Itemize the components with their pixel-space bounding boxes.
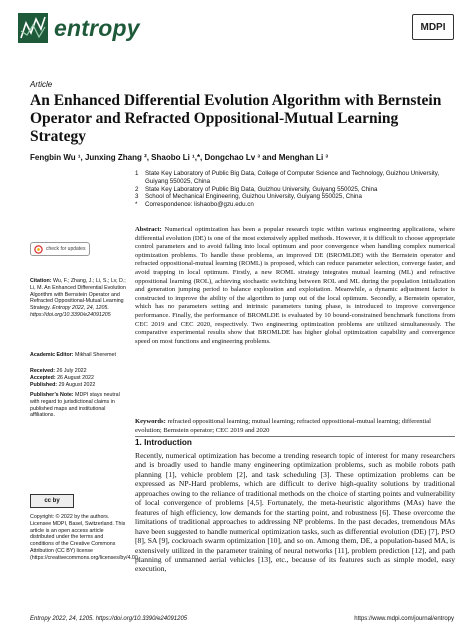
date-accepted: Accepted: 26 August 2022 — [30, 374, 94, 381]
dates-block — [30, 368, 126, 388]
paper-title: An Enhanced Differential Evolution Algorithm with Bernstein Operator and Refracted Oppositional-Mutual Learning Strategy — [30, 92, 442, 145]
academic-editor: Academic Editor: Mikhail Sheremet — [30, 352, 116, 358]
journal-name: entropy — [54, 14, 140, 41]
abstract — [135, 226, 455, 346]
citation-doi[interactable]: Entropy 2022, 24, 1205. https://doi.org/10.3390/e24091205 — [30, 305, 111, 318]
date-received: Received: 26 July 2022 — [30, 368, 87, 374]
copyright-notice: Copyright: © 2022 by the authors. Licensee MDPI, Basel, Switzerland. This article is an open access article distributed under the terms and conditions of the Creative Commons Attribution (CC BY) license (https://creativecommons.org/licenses/by/4.0/). — [30, 514, 140, 561]
keywords — [135, 418, 455, 435]
affiliation-item: 2 State Key Laboratory of Public Big Data, Guizhou University, Guiyang 550025, China — [135, 185, 378, 193]
entropy-logo-icon — [18, 13, 48, 43]
abstract-text: Numerical optimization has been a popular research topic within various engineering applications, where differential evolution (DE) is one of the most extensively applied methods. However, it is difficult to choose appropriate control parameters and to avoid falling into local optimum and poor convergence when handling complex numerical optimization problems. To handle these problems, an improved DE (BROMLDE) with the Bernstein operator and refracted oppositional-mutual learning (ROML) is proposed, which can reduce parameter selection, converge faster, and avoid trapping in local optimum. Firstly, a new ROML strategy integrates mutual learning (ML) and refractive oppositional learning (ROL), achieving stochastic switching between ROL and ML during the population initialization and generation jumping period to balance exploration and exploitation. Meanwhile, a dynamic adjustment factor is constructed to improve the ability of the algorithm to jump out of the local optimum. Secondly, a Bernstein operator, which has no parameters setting and intrinsic parameters tuning phase, is introduced to improve convergence performance. Finally, the performance of BROMLDE is evaluated by 10 bound-constrained benchmark functions from CEC 2019 and CEC 2020, respectively. Two engineering optimization problems are utilized simultaneously. The comparative experimental results show that BROMLDE has higher global optimization capability and convergence speed on most functions and engineering problems. — [135, 226, 455, 345]
citation-block — [30, 278, 126, 319]
check-updates-button[interactable]: check for updates — [30, 242, 90, 256]
date-published: Published: 29 August 2022 — [30, 381, 96, 388]
divider — [135, 436, 455, 437]
keywords-label: Keywords: — [135, 418, 166, 425]
author-list: Fengbin Wu ¹, Junxing Zhang ², Shaobo Li ¹,*, Dongchao Lv ³ and Menghan Li ³ — [30, 153, 329, 162]
article-type: Article — [30, 80, 53, 89]
mdpi-logo-icon — [412, 14, 454, 40]
publisher-note: Publisher’s Note: MDPI stays neutral with regard to jurisdictional claims in published maps and institutional affiliations. — [30, 392, 120, 419]
introduction-text: Recently, numerical optimization has become a trending research topic of interest for many researchers and is broadly used to handle many engineering optimization problems, such as mobile robots path planning [1], vehicle problem [2], and task scheduling [3]. These optimization problems can be expressed as NP-Hard problems, which are difficult to derive high-quality solutions by traditional approaches owing to the reliance of traditional methods on the choice of starting points and vulnerability of local convergence of problems [4,5]. Fortunately, the meta-heuristic algorithms (MAs) have the features of high efficiency, low demands for the starting point, and robustness [6]. These overcome the limitations of traditional approaches to addressing NP problems. In the past decades, tremendous MAs have been suggested to handle numerical optimization tasks, such as differential evolution (DE) [7], PSO [8], SA [9], cockroach swarm optimization [10], and so on. Among them, DE, a population-based MA, is extensively utilized in the parameter training of neural networks [11], problem prediction [12], and path planning of unmanned aerial vehicles [13], etc., because of its features such as simple model, easy execution, — [135, 451, 455, 574]
affiliation-item: 1 State Key Laboratory of Public Big Data, College of Computer Science and Technology, Guizhou University, Guiyang 550025, China — [135, 170, 440, 185]
publisher-logo[interactable] — [412, 14, 454, 40]
footer-url[interactable]: https://www.mdpi.com/journal/entropy — [354, 616, 454, 622]
section-heading: 1. Introduction — [135, 438, 192, 447]
publisher-name: MDPI — [420, 21, 446, 33]
abstract-label: Abstract: — [135, 226, 162, 233]
cc-by-license-icon[interactable]: cc by — [30, 494, 74, 508]
footer-citation: Entropy 2022, 24, 1205. https://doi.org/10.3390/e24091205 — [30, 616, 188, 622]
citation-label: Citation: — [30, 278, 52, 284]
keywords-text: refracted oppositional learning; mutual learning; refracted oppositional-mutual learning; differential evolution; Bernstein operator; CEC 2019 and 2020 — [135, 418, 431, 434]
page-footer — [30, 616, 454, 622]
correspondence[interactable]: * Correspondence: lishaobo@gzu.edu.cn — [135, 201, 254, 209]
affiliation-item: 3 School of Mechanical Engineering, Guizhou University, Guiyang 550025, China — [135, 193, 362, 201]
citation-text: Wu, F.; Zhang, J.; Li, S.; Lv, D.; Li, M. An Enhanced Differential Evolution Algorithm with Bernstein Operator and Refracted Oppositional-Mutual Learning Strategy. — [30, 278, 126, 312]
journal-logo[interactable] — [18, 13, 140, 43]
affiliations — [135, 170, 455, 209]
check-updates-icon — [34, 245, 43, 254]
